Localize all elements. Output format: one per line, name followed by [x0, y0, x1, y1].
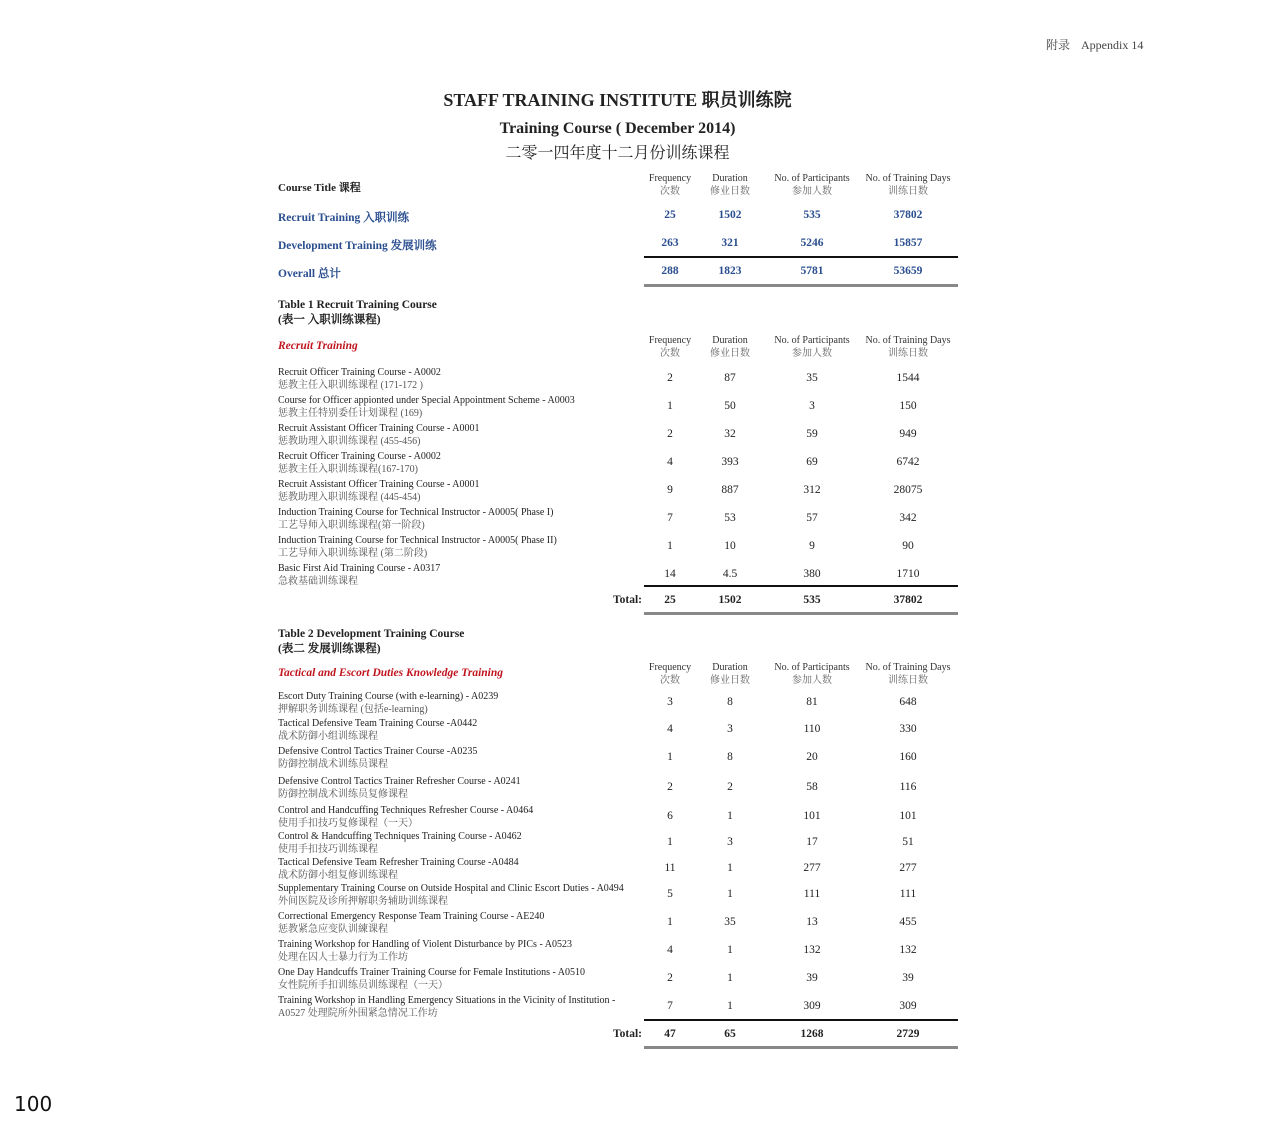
cell: 648 — [899, 696, 917, 708]
cell: 51 — [902, 836, 914, 848]
course-name-en: Tactical Defensive Team Training Course -A0442 — [278, 718, 478, 729]
row-label — [278, 717, 643, 743]
course-name-en: Induction Training Course for Technical Instructor - A0005( Phase II) — [278, 535, 557, 546]
course-name-en: Control & Handcuffing Techniques Training Course - A0462 — [278, 831, 522, 842]
summary-table — [278, 170, 958, 290]
header-en: No. of Participants — [774, 662, 850, 673]
table-1 — [278, 298, 958, 618]
header-cn: 训练日数 — [888, 674, 928, 686]
cell: 20 — [806, 751, 818, 763]
cell: 3 — [727, 836, 733, 848]
summary-row-label: Development Training 发展训练 — [278, 240, 437, 252]
cell: 2 — [667, 372, 673, 384]
course-name-en: Supplementary Training Course on Outside Hospital and Clinic Escort Duties - A0494 — [278, 883, 624, 894]
course-name-cn: 惩教主任入职训练课程 (171-172 ) — [278, 380, 423, 391]
header-en: Frequency — [648, 662, 692, 673]
cell: 7 — [667, 512, 673, 524]
header-frequency — [638, 662, 702, 687]
cell: 4.5 — [722, 568, 738, 580]
header-cn: 次数 — [660, 185, 680, 197]
cell: 59 — [806, 428, 818, 440]
divider — [644, 1019, 958, 1021]
divider — [644, 284, 958, 287]
divider — [644, 256, 958, 258]
cell: 6742 — [896, 456, 920, 468]
total-cell: 47 — [664, 1028, 676, 1040]
cell: 11 — [664, 862, 676, 874]
total-cell: 535 — [803, 594, 821, 606]
cell: 5781 — [800, 265, 824, 277]
cell: 69 — [806, 456, 818, 468]
cell: 1 — [727, 862, 733, 874]
course-name-en: Basic First Aid Training Course - A0317 — [278, 563, 441, 574]
course-name-en: Induction Training Course for Technical Instructor - A0005( Phase I) — [278, 507, 554, 518]
cell: 132 — [803, 944, 821, 956]
row-label — [278, 830, 643, 856]
cell: 2 — [727, 781, 733, 793]
header-duration — [700, 662, 760, 687]
total-cell: 65 — [724, 1028, 736, 1040]
course-name-cn: 处理在囚人士暴力行为工作坊 — [278, 952, 408, 963]
cell: 13 — [806, 916, 818, 928]
total-cell: 2729 — [896, 1028, 920, 1040]
row-label — [278, 966, 643, 992]
cell: 455 — [899, 916, 917, 928]
course-name-en: Recruit Assistant Officer Training Course - A0001 — [278, 479, 480, 490]
cell: 58 — [806, 781, 818, 793]
cell: 8 — [727, 751, 733, 763]
cell: 53659 — [893, 265, 923, 277]
appendix-en: Appendix 14 — [1081, 38, 1144, 52]
cell: 887 — [721, 484, 739, 496]
cell: 1 — [727, 972, 733, 984]
table-title-en: Table 1 Recruit Training Course — [278, 299, 437, 311]
cell: 1 — [727, 944, 733, 956]
row-label — [278, 478, 643, 504]
section-label: Tactical and Escort Duties Knowledge Training — [278, 667, 504, 679]
header-duration — [700, 173, 760, 198]
row-label — [278, 994, 643, 1020]
total-cell: 1502 — [718, 594, 742, 606]
cell: 132 — [899, 944, 917, 956]
cell: 309 — [803, 1000, 821, 1012]
cell: 9 — [809, 540, 815, 552]
row-label — [278, 804, 643, 830]
cell: 949 — [899, 428, 917, 440]
cell: 8 — [727, 696, 733, 708]
cell: 277 — [803, 862, 821, 874]
header-training-days — [858, 173, 958, 198]
header-cn: 次数 — [660, 674, 680, 686]
header-en: Duration — [712, 335, 748, 346]
page-subtitle: Training Course ( December 2014) — [499, 120, 736, 137]
course-name-cn: 惩教主任入职训练课程(167-170) — [278, 464, 418, 475]
cell: 3 — [809, 400, 815, 412]
course-name-cn: 工艺导师入职训练课程 (第二阶段) — [278, 548, 428, 559]
cell: 1 — [667, 400, 673, 412]
cell: 116 — [899, 781, 917, 793]
header-training-days — [858, 662, 958, 687]
course-name-cn: 女性院所手扣训练员训练课程（一天） — [278, 980, 448, 991]
course-name-cn: 惩教主任特别委任计划课程 (169) — [278, 408, 423, 419]
header-en: Frequency — [648, 335, 692, 346]
row-label — [278, 562, 643, 588]
cell: 2 — [667, 428, 673, 440]
row-label — [278, 938, 643, 964]
header-en: No. of Participants — [774, 173, 850, 184]
divider — [644, 612, 958, 615]
course-name-cn: 惩教紧急应变队训練课程 — [278, 924, 388, 935]
row-label — [278, 882, 643, 908]
cell: 35 — [806, 372, 818, 384]
cell: 3 — [727, 723, 733, 735]
cell: 1502 — [718, 209, 742, 221]
cell: 535 — [803, 209, 821, 221]
course-name-cn: 惩教助理入职训练课程 (455-456) — [278, 436, 421, 447]
row-label — [278, 394, 643, 420]
cell: 1 — [727, 888, 733, 900]
summary-row-label: Overall 总计 — [278, 268, 341, 280]
course-name-cn: 使用手扣技巧训练课程 — [278, 844, 378, 855]
cell: 2 — [667, 781, 673, 793]
course-name-cn: A0527 处理院所外围紧急情况工作坊 — [278, 1008, 438, 1019]
header-cn: 参加人数 — [792, 674, 832, 686]
course-name-cn: 惩教助理入职训练课程 (445-454) — [278, 492, 421, 503]
cell: 1823 — [718, 265, 742, 277]
cell: 380 — [803, 568, 821, 580]
cell: 4 — [667, 944, 673, 956]
cell: 288 — [661, 265, 679, 277]
course-name-en: Recruit Officer Training Course - A0002 — [278, 367, 441, 378]
header-cn: 参加人数 — [792, 185, 832, 197]
header-en: Duration — [712, 662, 748, 673]
cell: 39 — [902, 972, 914, 984]
section-label: Recruit Training — [278, 340, 358, 352]
cell: 1544 — [896, 372, 920, 384]
course-name-cn: 防御控制战术训练员复修课程 — [278, 789, 408, 800]
course-name-cn: 战术防御小组复修训练课程 — [278, 870, 398, 881]
cell: 150 — [899, 400, 917, 412]
row-label — [278, 422, 643, 448]
header-participants — [762, 173, 862, 198]
cell: 9 — [667, 484, 673, 496]
cell: 393 — [721, 456, 739, 468]
header-cn: 修业日数 — [710, 185, 750, 197]
cell: 111 — [899, 888, 917, 900]
row-label — [278, 534, 643, 560]
cell: 39 — [806, 972, 818, 984]
cell: 35 — [724, 916, 736, 928]
course-name-en: One Day Handcuffs Trainer Training Course for Female Institutions - A0510 — [278, 967, 586, 978]
cell: 57 — [806, 512, 818, 524]
appendix-cn: 附录 — [1046, 38, 1071, 52]
course-title-label: Course Title 课程 — [278, 182, 361, 194]
row-label — [278, 910, 643, 936]
cell: 32 — [724, 428, 736, 440]
table-title-cn: (表二 发展训练课程) — [278, 643, 381, 655]
row-label — [278, 690, 643, 716]
table-title-en: Table 2 Development Training Course — [278, 628, 465, 640]
header-cn: 参加人数 — [792, 347, 832, 359]
cell: 101 — [803, 810, 821, 822]
cell: 312 — [803, 484, 821, 496]
cell: 5 — [667, 888, 673, 900]
cell: 263 — [661, 237, 679, 249]
table-1-title — [278, 298, 437, 328]
cell: 1710 — [896, 568, 920, 580]
header-duration — [700, 335, 760, 360]
cell: 1 — [667, 916, 673, 928]
course-name-en: Recruit Officer Training Course - A0002 — [278, 451, 441, 462]
header-en: Frequency — [648, 173, 692, 184]
header-cn: 训练日数 — [888, 185, 928, 197]
cell: 4 — [667, 723, 673, 735]
cell: 342 — [899, 512, 917, 524]
total-cell: 1268 — [800, 1028, 824, 1040]
row-label — [278, 775, 643, 801]
cell: 1 — [667, 540, 673, 552]
page-number: 100 — [14, 1092, 53, 1116]
course-name-cn: 战术防御小组训练课程 — [278, 731, 378, 742]
cell: 160 — [899, 751, 917, 763]
cell: 330 — [899, 723, 917, 735]
header-cn: 修业日数 — [710, 347, 750, 359]
cell: 1 — [727, 810, 733, 822]
row-label — [278, 745, 643, 771]
header-en: No. of Training Days — [865, 173, 951, 184]
table-2-title — [278, 627, 464, 657]
header-cn: 训练日数 — [888, 347, 928, 359]
table-2 — [278, 627, 958, 1052]
header-cn: 次数 — [660, 347, 680, 359]
table-title-cn: (表一 入职训练课程) — [278, 314, 381, 326]
row-label — [278, 366, 643, 392]
cell: 50 — [724, 400, 736, 412]
course-name-en: Training Workshop for Handling of Violent Disturbance by PICs - A0523 — [278, 939, 572, 950]
cell: 277 — [899, 862, 917, 874]
summary-row-label: Recruit Training 入职训练 — [278, 212, 410, 224]
cell: 14 — [664, 568, 676, 580]
cell: 2 — [667, 972, 673, 984]
appendix-header — [1046, 36, 1143, 53]
header-participants — [762, 662, 862, 687]
cell: 1 — [667, 751, 673, 763]
divider — [644, 585, 958, 587]
header-cn: 修业日数 — [710, 674, 750, 686]
cell: 3 — [667, 696, 673, 708]
course-name-cn: 使用手扣技巧复修课程（一天） — [278, 818, 418, 829]
page-subtitle-cn: 二零一四年度十二月份训练课程 — [505, 145, 730, 162]
course-name-en: Control and Handcuffing Techniques Refresher Course - A0464 — [278, 805, 534, 816]
row-label — [278, 506, 643, 532]
total-label: Total: — [613, 594, 642, 606]
cell: 111 — [803, 888, 821, 900]
course-name-en: Defensive Control Tactics Trainer Refresher Course - A0241 — [278, 776, 521, 787]
page-title: STAFF TRAINING INSTITUTE 职员训练院 — [443, 90, 792, 110]
cell: 4 — [667, 456, 673, 468]
cell: 15857 — [893, 237, 923, 249]
cell: 309 — [899, 1000, 917, 1012]
course-name-cn: 工艺导师入职训练课程(第一阶段) — [278, 520, 425, 531]
course-name-en: Correctional Emergency Response Team Training Course - AE240 — [278, 911, 545, 922]
header-participants — [762, 335, 862, 360]
cell: 321 — [721, 237, 739, 249]
cell: 17 — [806, 836, 818, 848]
cell: 1 — [727, 1000, 733, 1012]
cell: 81 — [806, 696, 818, 708]
total-cell: 25 — [664, 594, 676, 606]
cell: 5246 — [800, 237, 824, 249]
course-name-cn: 防御控制战术训练员课程 — [278, 759, 388, 770]
cell: 53 — [724, 512, 736, 524]
cell: 101 — [899, 810, 917, 822]
course-name-cn: 押解职务训练课程 (包括e-learning) — [278, 704, 428, 715]
course-name-en: Tactical Defensive Team Refresher Training Course -A0484 — [278, 857, 519, 868]
header-en: Duration — [712, 173, 748, 184]
total-label: Total: — [613, 1028, 642, 1040]
cell: 90 — [902, 540, 914, 552]
header-en: No. of Training Days — [865, 662, 951, 673]
course-name-en: Course for Officer appionted under Special Appointment Scheme - A0003 — [278, 395, 575, 406]
course-name-en: Defensive Control Tactics Trainer Course -A0235 — [278, 746, 478, 757]
header-frequency — [638, 335, 702, 360]
divider — [644, 1046, 958, 1049]
cell: 10 — [724, 540, 736, 552]
course-name-cn: 外间医院及诊所押解职务辅助训练课程 — [278, 896, 448, 907]
cell: 25 — [664, 209, 676, 221]
row-label — [278, 856, 643, 882]
course-name-cn: 急救基础训练课程 — [278, 576, 358, 587]
header-training-days — [858, 335, 958, 360]
course-name-en: Recruit Assistant Officer Training Course - A0001 — [278, 423, 480, 434]
header-en: No. of Participants — [774, 335, 850, 346]
header-frequency — [638, 173, 702, 198]
row-label — [278, 450, 643, 476]
header-en: No. of Training Days — [865, 335, 951, 346]
cell: 7 — [667, 1000, 673, 1012]
course-name-en: Training Workshop in Handling Emergency Situations in the Vicinity of Institution - — [278, 995, 616, 1006]
course-name-en: Escort Duty Training Course (with e-learning) - A0239 — [278, 691, 499, 702]
cell: 110 — [803, 723, 821, 735]
cell: 37802 — [893, 209, 923, 221]
cell: 87 — [724, 372, 736, 384]
total-cell: 37802 — [893, 594, 923, 606]
cell: 1 — [667, 836, 673, 848]
cell: 28075 — [893, 484, 923, 496]
cell: 6 — [667, 810, 673, 822]
